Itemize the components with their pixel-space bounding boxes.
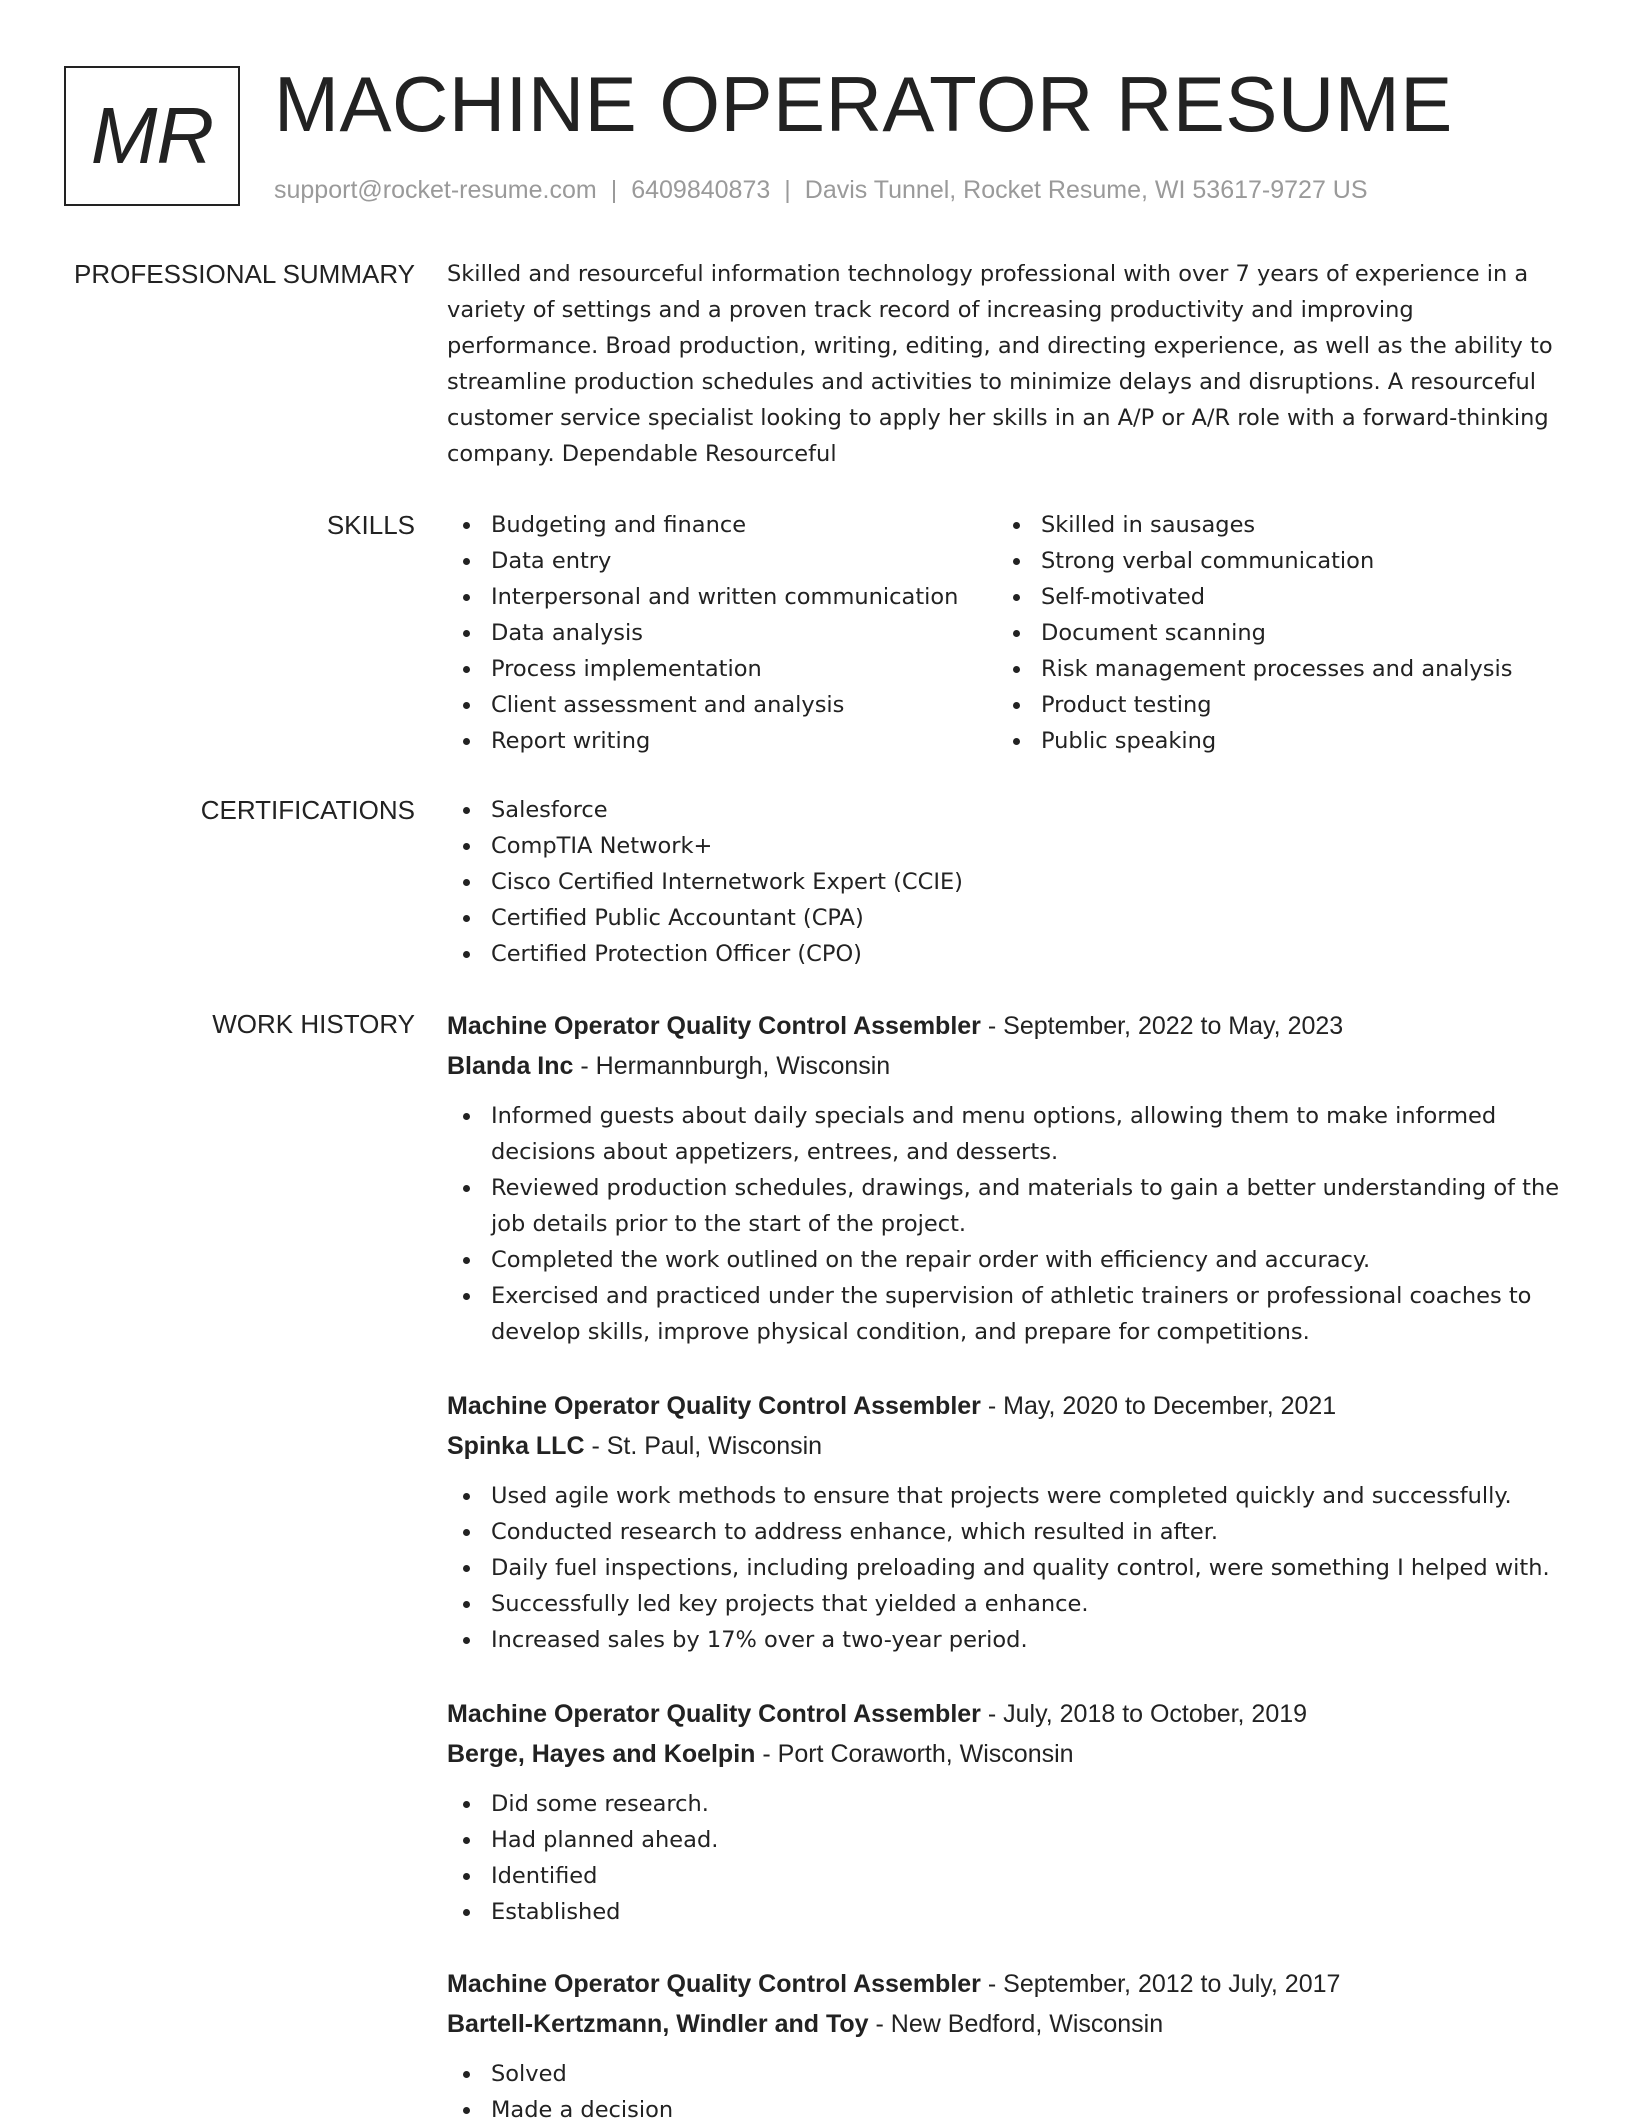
job-company: Blanda Inc [447, 1052, 574, 1080]
job-bullet: Increased sales by 17% over a two-year period. [447, 1622, 1567, 1658]
job-company-line [447, 1734, 1567, 1774]
skills-column-left [447, 507, 997, 759]
job-dates: - July, 2018 to October, 2019 [980, 1700, 1308, 1728]
job-company-line [447, 2004, 1567, 2044]
skill-item: Process implementation [447, 651, 997, 687]
skill-item: Budgeting and finance [447, 507, 997, 543]
job-dates: - September, 2022 to May, 2023 [980, 1012, 1344, 1040]
skill-item: Product testing [997, 687, 1547, 723]
job-entry [447, 1694, 1567, 1930]
certification-item: Salesforce [447, 792, 1567, 828]
section-heading: SKILLS [326, 510, 415, 540]
resume-title: MACHINE OPERATOR RESUME [274, 60, 1453, 148]
job-title-line [447, 1694, 1567, 1734]
job-bullet: Conducted research to address enhance, which resulted in after. [447, 1514, 1567, 1550]
skill-item: Self-motivated [997, 579, 1547, 615]
summary-body [447, 256, 1567, 472]
job-location: - St. Paul, Wisconsin [584, 1432, 823, 1460]
job-bullet: Completed the work outlined on the repair order with efficiency and accuracy. [447, 1242, 1567, 1278]
section-heading: PROFESSIONAL SUMMARY [74, 259, 415, 289]
skills-column-right [997, 507, 1547, 759]
job-bullet: Made a decision [447, 2092, 1567, 2128]
job-bullet: Did some research. [447, 1786, 1567, 1822]
job-company: Berge, Hayes and Koelpin [447, 1740, 756, 1768]
contact-phone[interactable]: 6409840873 [631, 176, 771, 204]
job-dates: - May, 2020 to December, 2021 [980, 1392, 1337, 1420]
job-bullet: Exercised and practiced under the supervision of athletic trainers or professional coaches to develop skills, improve physical condition, and prepare for competitions. [447, 1278, 1567, 1350]
job-title: Machine Operator Quality Control Assembler [447, 1700, 981, 1728]
job-bullet: Successfully led key projects that yielded a enhance. [447, 1586, 1567, 1622]
job-title-line [447, 1006, 1567, 1046]
skill-item: Risk management processes and analysis [997, 651, 1547, 687]
job-entry [447, 1386, 1567, 1658]
job-bullet: Reviewed production schedules, drawings, and materials to gain a better understanding of the job details prior to the start of the project. [447, 1170, 1567, 1242]
certification-item: Certified Public Accountant (CPA) [447, 900, 1567, 936]
skill-item: Document scanning [997, 615, 1547, 651]
job-company-line [447, 1426, 1567, 1466]
job-entry [447, 1006, 1567, 1350]
skills-body [447, 507, 1567, 759]
job-title-line [447, 1386, 1567, 1426]
job-bullet: Used agile work methods to ensure that projects were completed quickly and successfully. [447, 1478, 1567, 1514]
job-title: Machine Operator Quality Control Assembler [447, 1970, 981, 1998]
job-company-line [447, 1046, 1567, 1086]
contact-separator: | [784, 176, 791, 204]
certification-item: Cisco Certified Internetwork Expert (CCIE) [447, 864, 1567, 900]
job-company: Bartell-Kertzmann, Windler and Toy [447, 2010, 869, 2038]
contact-email[interactable]: support@rocket-resume.com [274, 176, 597, 204]
job-title-line [447, 1964, 1567, 2004]
skill-item: Report writing [447, 723, 997, 759]
skill-item: Interpersonal and written communication [447, 579, 997, 615]
section-heading: CERTIFICATIONS [200, 795, 415, 825]
job-location: - Hermannburgh, Wisconsin [573, 1052, 891, 1080]
job-location: - Port Coraworth, Wisconsin [755, 1740, 1074, 1768]
skill-item: Data entry [447, 543, 997, 579]
job-entry [447, 1964, 1567, 2128]
skill-item: Strong verbal communication [997, 543, 1547, 579]
contact-address: Davis Tunnel, Rocket Resume, WI 53617-9727 US [804, 176, 1368, 204]
job-dates: - September, 2012 to July, 2017 [980, 1970, 1341, 1998]
job-bullet: Solved [447, 2056, 1567, 2092]
job-bullet: Informed guests about daily specials and menu options, allowing them to make informed decisions about appetizers, entrees, and desserts. [447, 1098, 1567, 1170]
contact-line [274, 172, 1368, 208]
job-bullet: Had planned ahead. [447, 1822, 1567, 1858]
job-company: Spinka LLC [447, 1432, 585, 1460]
section-heading: WORK HISTORY [212, 1009, 415, 1039]
job-bullet: Identified [447, 1858, 1567, 1894]
job-bullet: Daily fuel inspections, including preloading and quality control, were something I helped with. [447, 1550, 1567, 1586]
monogram-box [64, 66, 240, 206]
certification-item: CompTIA Network+ [447, 828, 1567, 864]
skill-item: Client assessment and analysis [447, 687, 997, 723]
skill-item: Data analysis [447, 615, 997, 651]
skill-item: Skilled in sausages [997, 507, 1547, 543]
skill-item: Public speaking [997, 723, 1547, 759]
job-title: Machine Operator Quality Control Assembler [447, 1392, 981, 1420]
contact-separator: | [610, 176, 618, 204]
summary-text: Skilled and resourceful information technology professional with over 7 years of experience in a variety of settings and a proven track record of increasing productivity and improving performance. Broad production, writing, editing, and directing experience, as well as the ability to streamline production schedules and activities to minimize delays and disruptions. A resourceful customer service specialist looking to apply her skills in an A/P or A/R role with a forward-thinking company. Dependable Resourceful [447, 261, 1553, 467]
job-location: - New Bedford, Wisconsin [868, 2010, 1164, 2038]
certifications-body [447, 792, 1567, 972]
job-title: Machine Operator Quality Control Assembler [447, 1012, 981, 1040]
job-bullet: Established [447, 1894, 1567, 1930]
monogram-initials: MR [90, 91, 214, 180]
certification-item: Certified Protection Officer (CPO) [447, 936, 1567, 972]
